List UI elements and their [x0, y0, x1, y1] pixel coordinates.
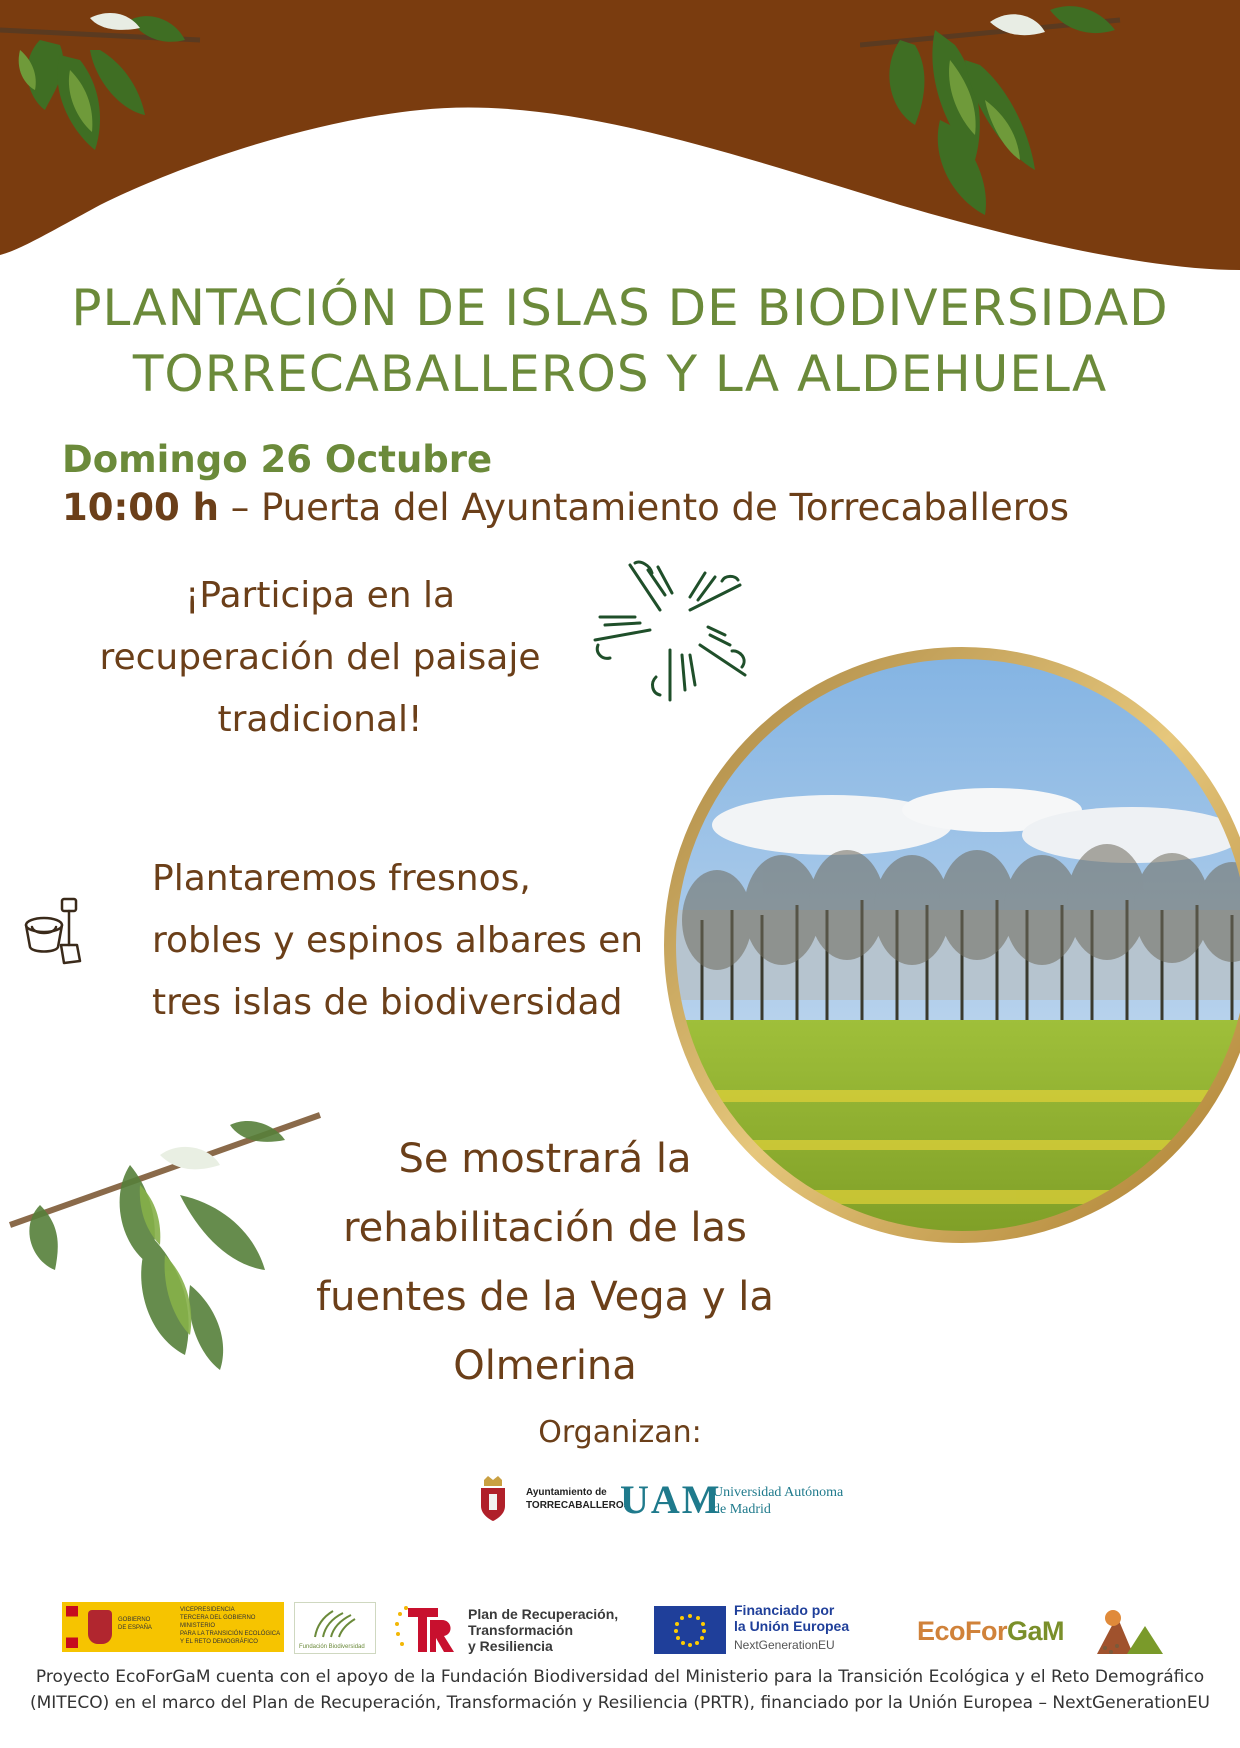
- prtr-logo: [392, 1600, 632, 1656]
- ministry-line: VICEPRESIDENCIA: [180, 1607, 235, 1613]
- ayuntamiento-logo-text: [526, 1486, 630, 1512]
- spain-flag-icon: [66, 1606, 78, 1648]
- mostrara-line: Olmerina: [453, 1343, 637, 1389]
- mostrara-text: [300, 1125, 790, 1401]
- ecoforgam-wordmark: [917, 1616, 1064, 1647]
- event-time-place: [62, 486, 1069, 529]
- torrecaballeros-shield-logo: [478, 1476, 508, 1522]
- eu-line: Financiado por: [734, 1602, 835, 1618]
- gov-line: DE ESPAÑA: [118, 1625, 152, 1631]
- plantaremos-text: [152, 848, 672, 1034]
- event-date: Domingo 26 Octubre: [62, 438, 493, 481]
- oak-leaves-top-left: [0, 0, 220, 180]
- gov-line: GOBIERNO: [118, 1617, 151, 1623]
- eu-label: [734, 1602, 849, 1634]
- participa-line: ¡Participa en la: [184, 575, 456, 616]
- oak-branch-bottom-left: [0, 1085, 340, 1385]
- organizan-label: [0, 1415, 1240, 1450]
- ministry-line: MINISTERIO: [180, 1623, 216, 1629]
- prtr-line: Transformación: [468, 1622, 574, 1638]
- uam-logo-mark: UAM: [620, 1477, 722, 1522]
- title-line-1: PLANTACIÓN DE ISLAS DE BIODIVERSIDAD: [71, 279, 1169, 337]
- organizan-text: Organizan:: [538, 1415, 702, 1450]
- ecoforgam-logo: [917, 1608, 1177, 1658]
- fundacion-biodiversidad-logo: [294, 1602, 376, 1654]
- mostrara-line: fuentes de la Vega y la: [316, 1274, 774, 1320]
- participa-text: [90, 565, 550, 751]
- ministry-line: PARA LA TRANSICIÓN ECOLÓGICA: [180, 1631, 281, 1637]
- footer-line-1: Proyecto EcoForGaM cuenta con el apoyo de la Fundación Biodiversidad del Ministerio para la Transición Ecológica y el Reto Demográfico: [35, 1667, 1205, 1687]
- event-time: 10:00 h: [62, 486, 219, 529]
- mostrara-line: rehabilitación de las: [343, 1205, 747, 1251]
- ayuntamiento-line: TORRECABALLEROS: [526, 1500, 631, 1511]
- footer-line-2: (MITECO) en el marco del Plan de Recuperación, Transformación y Resiliencia (PRTR), financiado por la Unión Europea – NextGenerationEU: [29, 1693, 1210, 1713]
- gov-label: [118, 1616, 152, 1632]
- grass-icon: [295, 1603, 375, 1639]
- plantaremos-line: robles y espinos albares en: [152, 920, 644, 961]
- prtr-line: y Resiliencia: [468, 1638, 553, 1654]
- ministry-label: [180, 1606, 280, 1646]
- eu-line: la Unión Europea: [734, 1618, 850, 1634]
- funders-logos: [62, 1590, 1182, 1660]
- plantaremos-line: tres islas de biodiversidad: [152, 982, 623, 1023]
- oak-leaves-top-right: [860, 0, 1240, 230]
- nextgeneration-label: NextGenerationEU: [734, 1638, 835, 1652]
- plantaremos-line: Plantaremos fresnos,: [152, 858, 531, 899]
- prtr-line: Plan de Recuperación,: [468, 1606, 619, 1622]
- event-place: – Puerta del Ayuntamiento de Torrecaballeros: [219, 486, 1070, 529]
- ministry-line: TERCERA DEL GOBIERNO: [180, 1615, 256, 1621]
- uam-line: de Madrid: [713, 1502, 771, 1517]
- prtr-mark-icon: [392, 1600, 462, 1656]
- ecoforgam-mountain-icon: [1093, 1608, 1173, 1660]
- uam-logo-text: [713, 1484, 843, 1518]
- spain-shield-icon: [88, 1610, 112, 1644]
- eu-logo: [654, 1600, 864, 1656]
- ayuntamiento-line: Ayuntamiento de: [526, 1487, 607, 1498]
- eu-flag-icon: [654, 1606, 726, 1654]
- fundacion-label: Fundación Biodiversidad: [299, 1644, 365, 1650]
- mostrara-line: Se mostrará la: [398, 1136, 692, 1182]
- uam-line: Universidad Autónoma: [713, 1485, 844, 1500]
- gobierno-espana-logo: [62, 1602, 284, 1652]
- prtr-label: [468, 1606, 618, 1654]
- bucket-shovel-icon: [22, 895, 90, 967]
- participa-line: tradicional!: [217, 699, 423, 740]
- title-line-2: TORRECABALLEROS Y LA ALDEHUELA: [132, 345, 1108, 403]
- ecoforgam-part-a: EcoFor: [917, 1616, 1008, 1646]
- participa-line: recuperación del paisaje: [99, 637, 541, 678]
- ecoforgam-part-b: GaM: [1007, 1616, 1065, 1646]
- organizer-logos: [478, 1470, 898, 1530]
- ministry-line: Y EL RETO DEMOGRÁFICO: [180, 1639, 258, 1645]
- funding-disclaimer: [0, 1664, 1240, 1716]
